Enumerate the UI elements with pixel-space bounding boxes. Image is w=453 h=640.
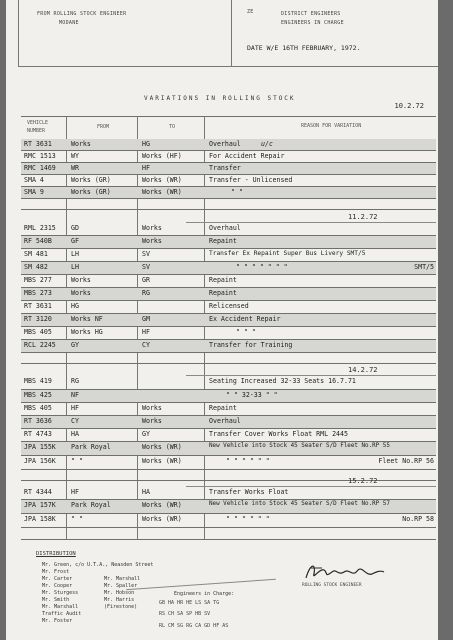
cell-to: Works: [142, 237, 162, 245]
cell-reason: " " ": [236, 328, 256, 336]
cell-to: GM: [142, 315, 150, 323]
cell-to: CY: [142, 341, 150, 349]
cell-vehicle: RML 2315: [24, 224, 56, 232]
cell-reason: Transfer: [209, 164, 241, 172]
cell-to: GR: [142, 276, 150, 284]
table-row: [21, 487, 436, 500]
distribution-heading: DISTRIBUTION: [36, 551, 76, 557]
cell-vehicle: MBS 419: [24, 377, 52, 385]
table-row: [21, 390, 436, 403]
cell-from: GD: [71, 224, 79, 232]
memo-from-sub: MODANE: [59, 20, 79, 26]
distribution-name: Mr. Green, c/o U.T.A., Neasden Street: [42, 562, 154, 568]
cell-note: SMT/5: [414, 263, 434, 271]
cell-vehicle: RF 540B: [24, 237, 52, 245]
table-row: [21, 301, 436, 314]
distribution-name: Mr. Foster: [42, 618, 73, 624]
date-heading: 14.2.72: [348, 366, 378, 374]
cell-from: GY: [71, 341, 79, 349]
cell-vehicle: MBS 425: [24, 391, 52, 399]
document-page: [6, 0, 438, 640]
table-row: [21, 456, 436, 470]
cell-vehicle: MBS 273: [24, 289, 52, 297]
cell-to: SV: [142, 263, 150, 271]
cell-to: HA: [142, 488, 150, 496]
cell-to: Works: [142, 404, 162, 412]
table-row: [21, 275, 436, 288]
distribution-name: Mr. Marshall: [104, 576, 141, 582]
memo-to-sub: ENGINEERS IN CHARGE: [281, 20, 344, 26]
cell-reason: For Accident Repair: [209, 152, 285, 160]
table-row: [21, 403, 436, 416]
cell-from: Works: [71, 276, 91, 284]
col-vehicle: VEHICLE: [27, 120, 49, 126]
cell-vehicle: JPA 156K: [24, 457, 56, 465]
blank-row: [21, 528, 436, 540]
memo-date: DATE W/E 16TH FEBRUARY, 1972.: [247, 44, 361, 52]
cell-to: HF: [142, 328, 150, 336]
cell-vehicle: RT 3631: [24, 302, 52, 310]
signature: [302, 560, 392, 584]
cell-vehicle: JPA 158K: [24, 515, 56, 523]
cell-from: Park Royal: [71, 443, 111, 451]
cell-reason: Overhaul: [209, 224, 241, 232]
cell-vehicle: MBS 277: [24, 276, 52, 284]
table-row: [21, 376, 436, 390]
cell-note: u/c: [261, 140, 273, 148]
table-row: [21, 442, 436, 456]
cell-reason: Transfer Works Float: [209, 488, 289, 496]
engineers-row: RS CH SA SP HB SV: [159, 611, 211, 617]
date-heading: 11.2.72: [348, 213, 378, 221]
cell-from: WR: [71, 164, 79, 172]
cell-vehicle: JPA 155K: [24, 443, 56, 451]
table-row: [21, 500, 436, 514]
cell-reason: Transfer Ex Repaint Super Bus Livery SMT/5: [209, 250, 366, 257]
cell-from: " ": [71, 457, 83, 465]
cell-to: HF: [142, 164, 150, 172]
cell-reason: Repaint: [209, 276, 237, 284]
date-heading: 10.2.72: [394, 102, 424, 110]
cell-from: HF: [71, 488, 79, 496]
cell-vehicle: RT 4344: [24, 488, 52, 496]
cell-reason: Ex Accident Repair: [209, 315, 281, 323]
cell-reason: Overhaul: [209, 140, 241, 148]
distribution-name: Mr. Marshall: [42, 604, 79, 610]
page-title: VARIATIONS IN ROLLING STOCK: [144, 95, 296, 102]
table-row: [21, 340, 436, 353]
engineers-row: GB HA HR HE LS SA TG: [159, 600, 220, 606]
cell-vehicle: RT 3636: [24, 417, 52, 425]
table-row: [21, 163, 436, 175]
table-row: [21, 139, 436, 151]
cell-reason: " " " " " ": [226, 457, 270, 465]
table-row: [21, 236, 436, 249]
cell-vehicle: RT 3120: [24, 315, 52, 323]
cell-vehicle: RMC 1469: [24, 164, 56, 172]
distribution-mid: [104, 576, 140, 611]
cell-to: HG: [142, 140, 150, 148]
cell-vehicle: SM 481: [24, 250, 48, 258]
cell-to: Works (WR): [142, 501, 182, 509]
memo-from: FROM ROLLING STOCK ENGINEER: [37, 11, 127, 17]
cell-reason: Repaint: [209, 289, 237, 297]
cell-from: GF: [71, 237, 79, 245]
cell-vehicle: RCL 2245: [24, 341, 56, 349]
cell-reason: " " " " " ": [226, 515, 270, 523]
distribution-name: (Firestone): [104, 604, 138, 610]
cell-from: Works HG: [71, 328, 103, 336]
table-row: [21, 514, 436, 528]
col-to: TO: [169, 124, 176, 130]
cell-to: Works (WR): [142, 515, 182, 523]
cell-reason: Transfer Cover Works Float RML 2445: [209, 430, 348, 438]
engineers-label: Engineers in Charge:: [174, 591, 235, 597]
cell-vehicle: JPA 157K: [24, 501, 56, 509]
memo-divider: [231, 0, 232, 66]
cell-reason: New Vehicle into Stock 45 Seater S/D Fleet No.RP 57: [209, 501, 390, 507]
cell-reason: " ": [231, 188, 243, 196]
cell-to: Works (WR): [142, 443, 182, 451]
table-row: [21, 288, 436, 301]
distribution-name: Mr. Harris: [104, 597, 135, 603]
cell-vehicle: MBS 405: [24, 328, 52, 336]
engineers-row: RL CM SG RG CA GD HF AS: [159, 623, 229, 629]
cell-from: Works: [71, 140, 91, 148]
cell-from: Works NF: [71, 315, 103, 323]
cell-vehicle: RT 4743: [24, 430, 52, 438]
table-row: [21, 223, 436, 236]
cell-from: HA: [71, 430, 79, 438]
cell-note: Fleet No.RP 56: [378, 457, 434, 465]
cell-to: RG: [142, 289, 150, 297]
cell-reason: Transfer for Training: [209, 341, 293, 349]
cell-reason: Overhaul: [209, 417, 241, 425]
table-row: [21, 314, 436, 327]
cell-from: Park Royal: [71, 501, 111, 509]
distribution-name: Mr. Smith: [42, 597, 70, 603]
table-row: [21, 151, 436, 163]
cell-from: HF: [71, 404, 79, 412]
table-row: [21, 262, 436, 275]
cell-from: LH: [71, 263, 79, 271]
cell-vehicle: SM 482: [24, 263, 48, 271]
table-row: [21, 416, 436, 429]
distribution-name: Mr. Spaller: [104, 583, 138, 589]
table-row: [21, 175, 436, 187]
cell-to: Works (WR): [142, 457, 182, 465]
cell-reason: Repaint: [209, 237, 237, 245]
cell-from: Works (GR): [71, 188, 111, 196]
cell-to: Works (WR): [142, 176, 182, 184]
blank-row: [21, 199, 436, 210]
col-vehicle-sub: NUMBER: [27, 128, 46, 134]
cell-reason: New Vehicle into Stock 45 Seater S/D Fleet No.RP 55: [209, 443, 390, 449]
cell-from: NF: [71, 391, 79, 399]
col-from: FROM: [97, 124, 110, 130]
memo-ref: ZE: [247, 9, 254, 15]
memo-header: [18, 0, 438, 67]
cell-from: RG: [71, 377, 79, 385]
table-row: [21, 187, 436, 199]
cell-to: Works (HF): [142, 152, 182, 160]
cell-reason: Seating Increased 32-33 Seats 16.7.71: [209, 377, 356, 385]
cell-from: CY: [71, 417, 79, 425]
cell-from: " ": [71, 515, 83, 523]
cell-reason: Repaint: [209, 404, 237, 412]
cell-reason: " " " " " " ": [236, 263, 288, 271]
distribution-name: Mr. Cooper: [42, 583, 73, 589]
cell-reason: Transfer - Unlicensed: [209, 176, 293, 184]
cell-vehicle: SMA 4: [24, 176, 44, 184]
cell-to: Works: [142, 417, 162, 425]
cell-vehicle: SMA 9: [24, 188, 44, 196]
cell-from: LH: [71, 250, 79, 258]
table-header: [21, 116, 436, 140]
cell-from: Works (GR): [71, 176, 111, 184]
col-reason: REASON FOR VARIATION: [301, 123, 362, 129]
cell-to: Works (WR): [142, 188, 182, 196]
cell-from: Works: [71, 289, 91, 297]
table-row: [21, 327, 436, 340]
cell-vehicle: MBS 405: [24, 404, 52, 412]
signature-title: ROLLING STOCK ENGINEER: [302, 583, 362, 588]
cell-to: GY: [142, 430, 150, 438]
distribution-name: Mr. Frost: [42, 569, 70, 575]
table-row: [21, 249, 436, 262]
distribution-name: Traffic Audit: [42, 611, 82, 617]
cell-vehicle: RMC 1513: [24, 152, 56, 160]
distribution-name: Mr. Hobson: [104, 590, 135, 596]
cell-to: Works: [142, 224, 162, 232]
cell-note: No.RP 58: [402, 515, 434, 523]
cell-from: WY: [71, 152, 79, 160]
blank-row: [21, 353, 436, 364]
cell-vehicle: RT 3631: [24, 140, 52, 148]
distribution-name: Mr. Carter: [42, 576, 73, 582]
cell-to: SV: [142, 250, 150, 258]
cell-reason: " " 32-33 " ": [226, 391, 278, 399]
distribution-name: Mr. Sturgess: [42, 590, 79, 596]
cell-from: HG: [71, 302, 79, 310]
date-heading: 15.2.72: [348, 477, 378, 485]
cell-reason: Relicensed: [209, 302, 249, 310]
table-row: [21, 429, 436, 442]
memo-to: DISTRICT ENGINEERS: [281, 11, 341, 17]
